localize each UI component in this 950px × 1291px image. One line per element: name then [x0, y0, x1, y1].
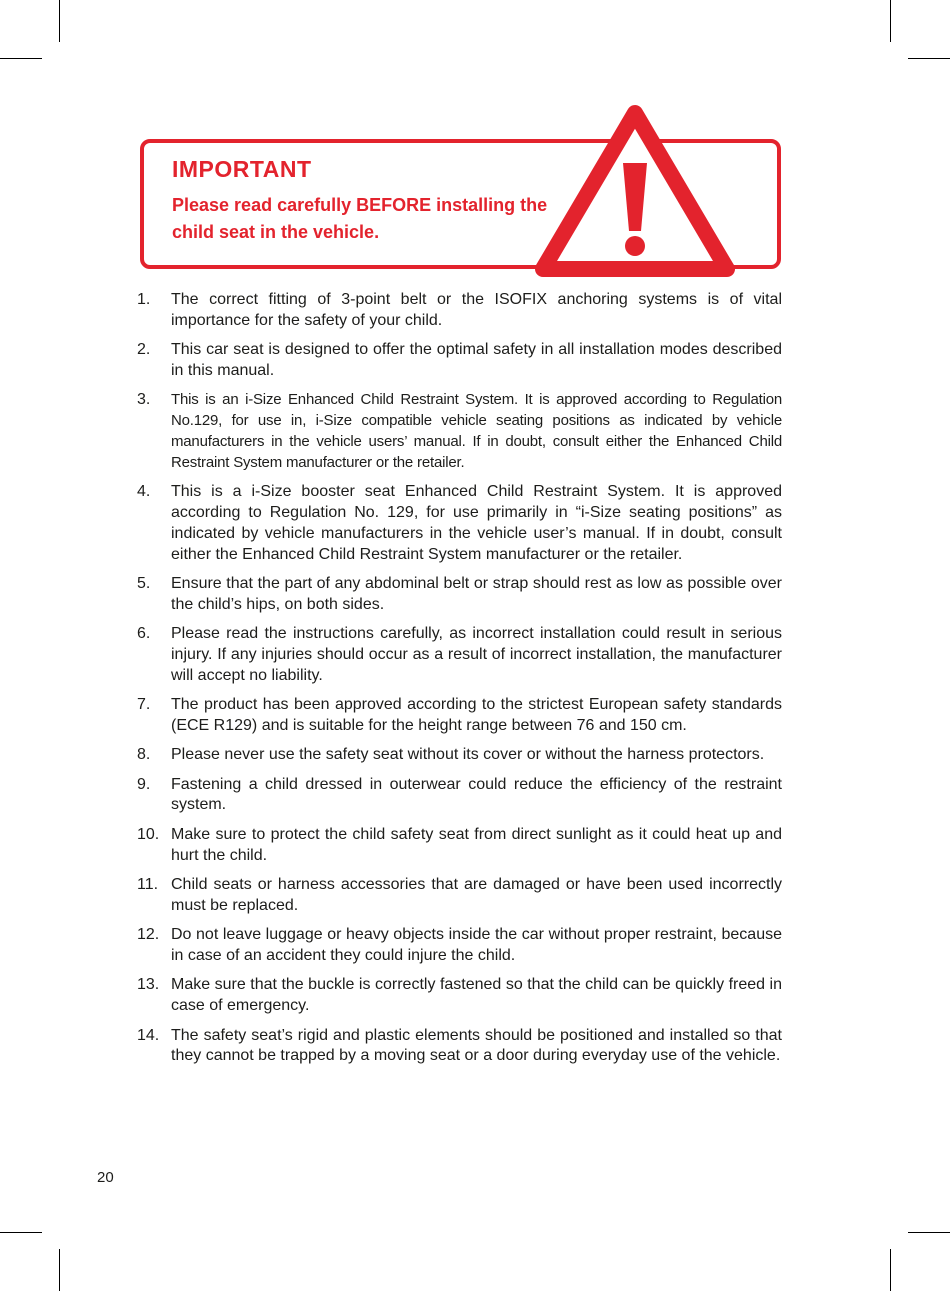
crop-mark-bottom-right [890, 1249, 891, 1291]
crop-mark-bottom-right-h [908, 1232, 950, 1233]
list-item [137, 745, 782, 766]
crop-mark-top-right-h [908, 58, 950, 59]
list-item-text: This car seat is designed to offer the optimal safety in all installation modes described in this manual. [171, 341, 782, 379]
list-item [137, 340, 782, 382]
crop-mark-bottom-left [59, 1249, 60, 1291]
list-item-text: Child seats or harness accessories that are damaged or have been used incorrectly must be replaced. [171, 876, 782, 914]
list-item-number: 5. [137, 574, 151, 592]
list-item-text: The product has been approved according to the strictest European safety standards (ECE R129) and is suitable for the height range between 76 and 150 cm. [171, 696, 782, 734]
list-item-number: 8. [137, 746, 151, 764]
list-item-number: 13. [137, 976, 160, 994]
list-item-text: This is an i-Size Enhanced Child Restraint System. It is approved according to Regulation No.129, for use in, i-Size compatible vehicle seating positions as indicated by vehicle manufacturers in the vehicle users’ manual. If in doubt, consult either the Enhanced Child Restraint System manufacturer or the retailer. [171, 391, 782, 471]
list-item-text: Please read the instructions carefully, as incorrect installation could result in serious injury. If any injuries should occur as a result of incorrect installation, the manufacturer will accept no liability. [171, 625, 782, 684]
important-subtitle: Please read carefully BEFORE installing the child seat in the vehicle. [172, 195, 548, 242]
list-item [137, 825, 782, 867]
list-item-number: 14. [137, 1026, 160, 1044]
list-item [137, 695, 782, 737]
list-item [137, 482, 782, 565]
list-item-text: The safety seat’s rigid and plastic elements should be positioned and installed so that they cannot be trapped by a moving seat or a door during everyday use of the vehicle. [171, 1026, 782, 1065]
list-item [137, 1026, 782, 1068]
page-number: 20 [97, 1169, 114, 1186]
list-item-number: 3. [137, 391, 151, 409]
list-item [137, 624, 782, 686]
list-item-number: 9. [137, 775, 151, 793]
crop-mark-top-left [59, 0, 60, 42]
list-item [137, 875, 782, 917]
warning-triangle-icon [535, 103, 735, 283]
list-item-text: The correct fitting of 3-point belt or the ISOFIX anchoring systems is of vital importance for the safety of your child. [171, 291, 782, 329]
list-item-number: 1. [137, 291, 151, 308]
list-item-text: Make sure to protect the child safety seat from direct sunlight as it could heat up and hurt the child. [171, 825, 782, 864]
list-item [137, 290, 782, 332]
important-title: IMPORTANT [172, 156, 312, 182]
crop-mark-top-right [890, 0, 891, 42]
crop-mark-bottom-left-h [0, 1232, 42, 1233]
list-item-number: 11. [137, 876, 159, 894]
crop-mark-top-left-h [0, 58, 42, 59]
instructions-list [137, 290, 782, 1076]
list-item-number: 10. [137, 825, 160, 843]
list-item-number: 7. [137, 696, 151, 714]
list-item-text: This is a i-Size booster seat Enhanced Child Restraint System. It is approved according to Regulation No. 129, for use primarily in “i-Size seating positions” as indicated by vehicle manufacturers in the vehicle user’s manual. If in doubt, consult either the Enhanced Child Restraint System manufacturer or the retailer. [171, 483, 782, 563]
list-item-number: 2. [137, 341, 151, 359]
list-item-text: Make sure that the buckle is correctly fastened so that the child can be quickly freed in case of emergency. [171, 976, 782, 1015]
list-item-number: 12. [137, 926, 160, 944]
list-item-number: 4. [137, 483, 151, 501]
list-item [137, 775, 782, 817]
list-item-text: Fastening a child dressed in outerwear could reduce the efficiency of the restraint system. [171, 775, 782, 814]
list-item [137, 975, 782, 1017]
list-item-number: 6. [137, 625, 151, 643]
list-item-text: Please never use the safety seat without its cover or without the harness protectors. [171, 746, 765, 764]
list-item [137, 574, 782, 616]
list-item [137, 390, 782, 473]
list-item [137, 925, 782, 967]
list-item-text: Do not leave luggage or heavy objects inside the car without proper restraint, because in case of an accident they could injure the child. [171, 926, 782, 965]
list-item-text: Ensure that the part of any abdominal belt or strap should rest as low as possible over the child’s hips, on both sides. [171, 574, 782, 613]
